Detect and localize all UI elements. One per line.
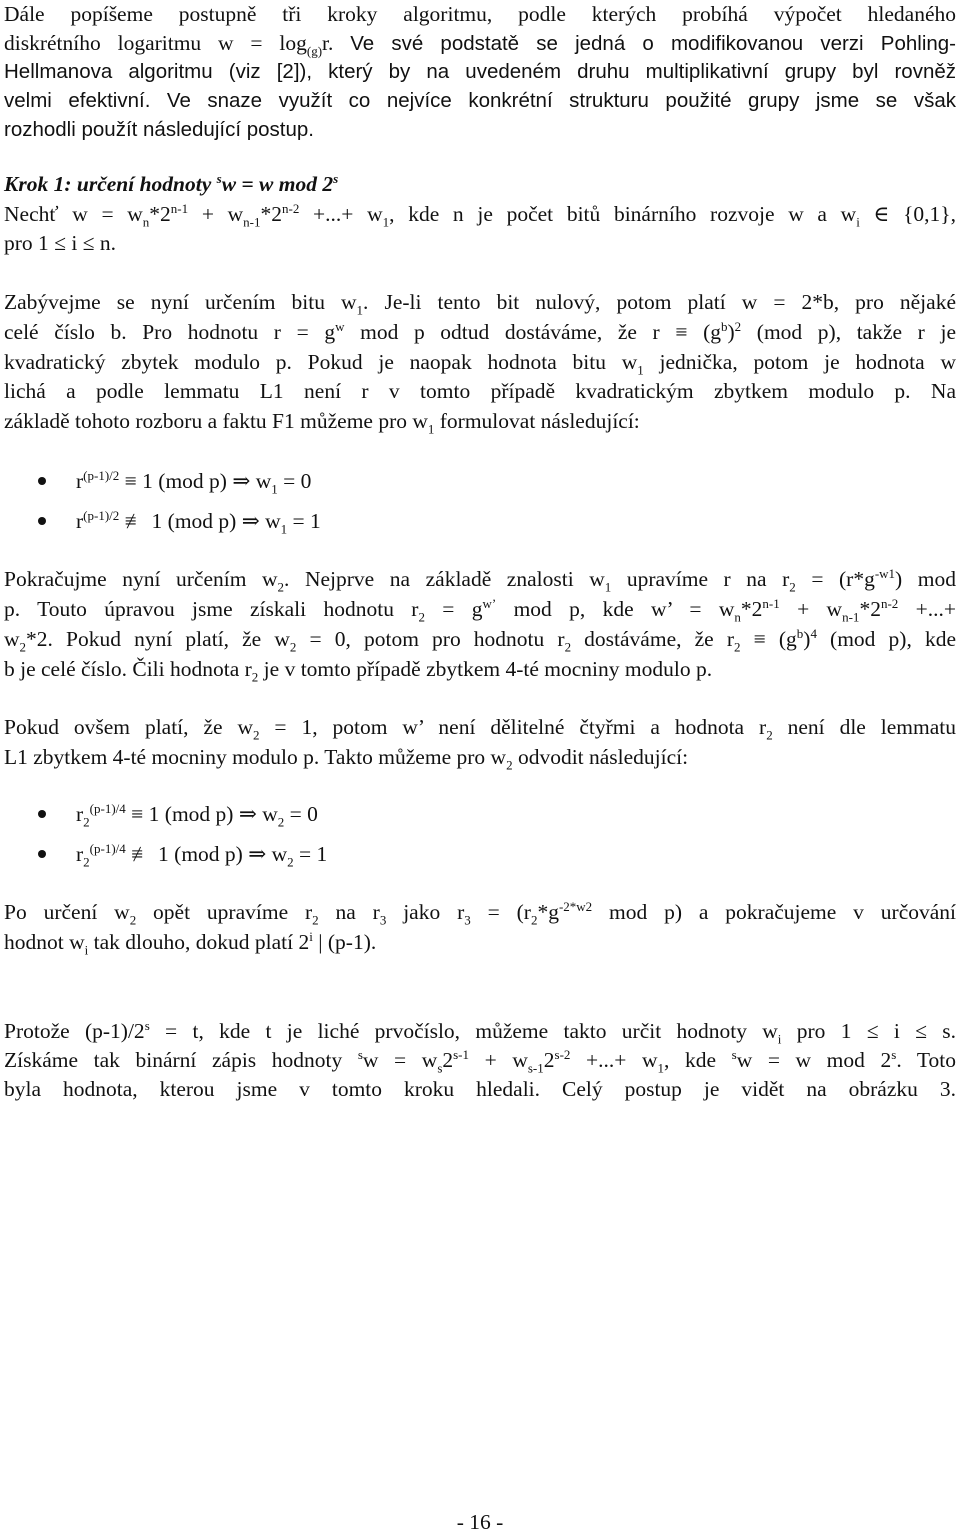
paragraph-final-line-1: Protože $(p-1)/2^s = t$, kde t je liché prvočíslo, můžeme takto určit hodnoty $w_i$ pro 1 ≤ i ≤ s. (4, 1017, 956, 1047)
bullet-dot (38, 810, 46, 818)
definition-line-1: Nechť $w = w_n*2^{n-1} + w_{n-1}*2^{n-2}$ +...+ $w_1$, kde n je počet bitů binárního rozvoje w a $w_i$ ∈ {0,1}, (4, 200, 956, 230)
paragraph-w1-line-5: základě tohoto rozboru a faktu F1 můžeme pro $w_1$ formulovat následující: (4, 409, 640, 437)
paragraph-w2-line-3: $w_2*2$. Pokud nyní platí, že $w_2 = 0$, potom pro hodnotu $r_2$ dostáváme, že $r_2 \equiv (g^b)^4$ (mod p), kde (4, 625, 956, 655)
bullet-dot (38, 850, 46, 858)
paragraph-1-line-1: Dále popíšeme postupně tři kroky algoritmu, podle kterých probíhá výpočet hledaného (4, 2, 956, 26)
paragraph-continue-line-2: hodnot $w_i$ tak dlouho, dokud platí 2$^i$ | (p-1). (4, 928, 377, 958)
paragraph-w2-line-4: b je celé číslo. Čili hodnota $r_2$ je v tomto případě zbytkem 4-té mocniny modulo p. (4, 657, 713, 685)
paragraph-w1-line-3: kvadratický zbytek modulo p. Pokud je naopak hodnota bitu $w_1$ jednička, potom je hodnota w (4, 350, 956, 378)
definition-line-2: pro 1 ≤ i ≤ n. (4, 231, 116, 255)
paragraph-w1-line-2: celé číslo b. Pro hodnotu $r = g^w$ mod p odtud dostáváme, že $r \equiv (g^b)^2$ (mod p), takže r je (4, 318, 956, 344)
paragraph-w2-line-2: p. Touto úpravou jsme získali hodnotu $r_2 = g^{w’}$ mod p, kde w’ = $w_n*2^{n-1} + w_{n-1}*2^{n-2}$ +...+ (4, 595, 956, 625)
step-1-heading: Krok 1: určení hodnoty $^s$w = w mod 2$^s$ (4, 170, 339, 196)
bullet-w2-zero: $r_2^{(p-1)/4} \equiv 1$ (mod p) ⇒ $w_2 = 0$ (38, 800, 738, 828)
paragraph-w1-line-4: lichá a podle lemmatu L1 není r v tomto případě kvadratickým zbytkem modulo p. Na (4, 379, 956, 403)
bullet-w2-one: $r_2^{(p-1)/4}$ ≢ 1 (mod p) ⇒ $w_2 = 1$ (38, 840, 738, 868)
paragraph-w2b-line-2: L1 zbytkem 4-té mocniny modulo p. Takto můžeme pro $w_2$ odvodit následující: (4, 745, 689, 773)
paragraph-w2-line-1: Pokračujme nyní určením $w_2$. Nejprve na základě znalosti $w_1$ upravíme r na $r_2 = (r*g^{-w1})$ mod (4, 565, 956, 595)
bullet-dot (38, 477, 46, 485)
paragraph-1-line-4: velmi efektivní. Ve snaze využít co nejvíce konkrétní strukturu použité grupy jsme se však (4, 89, 956, 112)
page-number: - 16 - (456, 1510, 504, 1534)
paragraph-1-line-2: diskrétního logaritmu $w = \log_{(g)}r$. Ve své podstatě se jedná o modifikovanou verzi Pohling- (4, 31, 956, 59)
paragraph-final-line-3: byla hodnota, kterou jsme v tomto kroku hledali. Celý postup je vidět na obrázku 3. (4, 1077, 956, 1101)
paragraph-final-line-2: Získáme tak binární zápis hodnoty $^sw = w_s2^{s-1} + w_{s-1}2^{s-2}$ +...+ $w_1$, kde $^s$w = w mod 2$^s$. Toto (4, 1046, 957, 1076)
paragraph-1-line-5: rozhodli použít následující postup. (4, 118, 314, 141)
bullet-w1-one: $r^{(p-1)/2}$ ≢ 1 (mod p) ⇒ $w_1 = 1$ (38, 507, 738, 535)
bullet-dot (38, 517, 46, 525)
paragraph-continue-line-1: Po určení $w_2$ opět upravíme $r_2$ na $r_3$ jako $r_3 = (r_2*g^{-2*w2}$ mod p) a pokračujeme v určování (4, 898, 957, 928)
paragraph-w2b-line-1: Pokud ovšem platí, že $w_2 = 1$, potom w’ není dělitelné čtyřmi a hodnota $r_2$ není dle lemmatu (4, 715, 956, 743)
paragraph-w1-line-1: Zabývejme se nyní určením bitu $w_1$. Je-li tento bit nulový, potom platí w = 2*b, pro nějaké (4, 290, 956, 318)
paragraph-1-line-3: Hellmanova algoritmu (viz [2]), který by na uvedeném druhu multiplikativní grupy byl rovněž (4, 60, 956, 83)
bullet-w1-zero: $r^{(p-1)/2} \equiv 1$ (mod p) ⇒ $w_1 = 0$ (38, 467, 738, 495)
